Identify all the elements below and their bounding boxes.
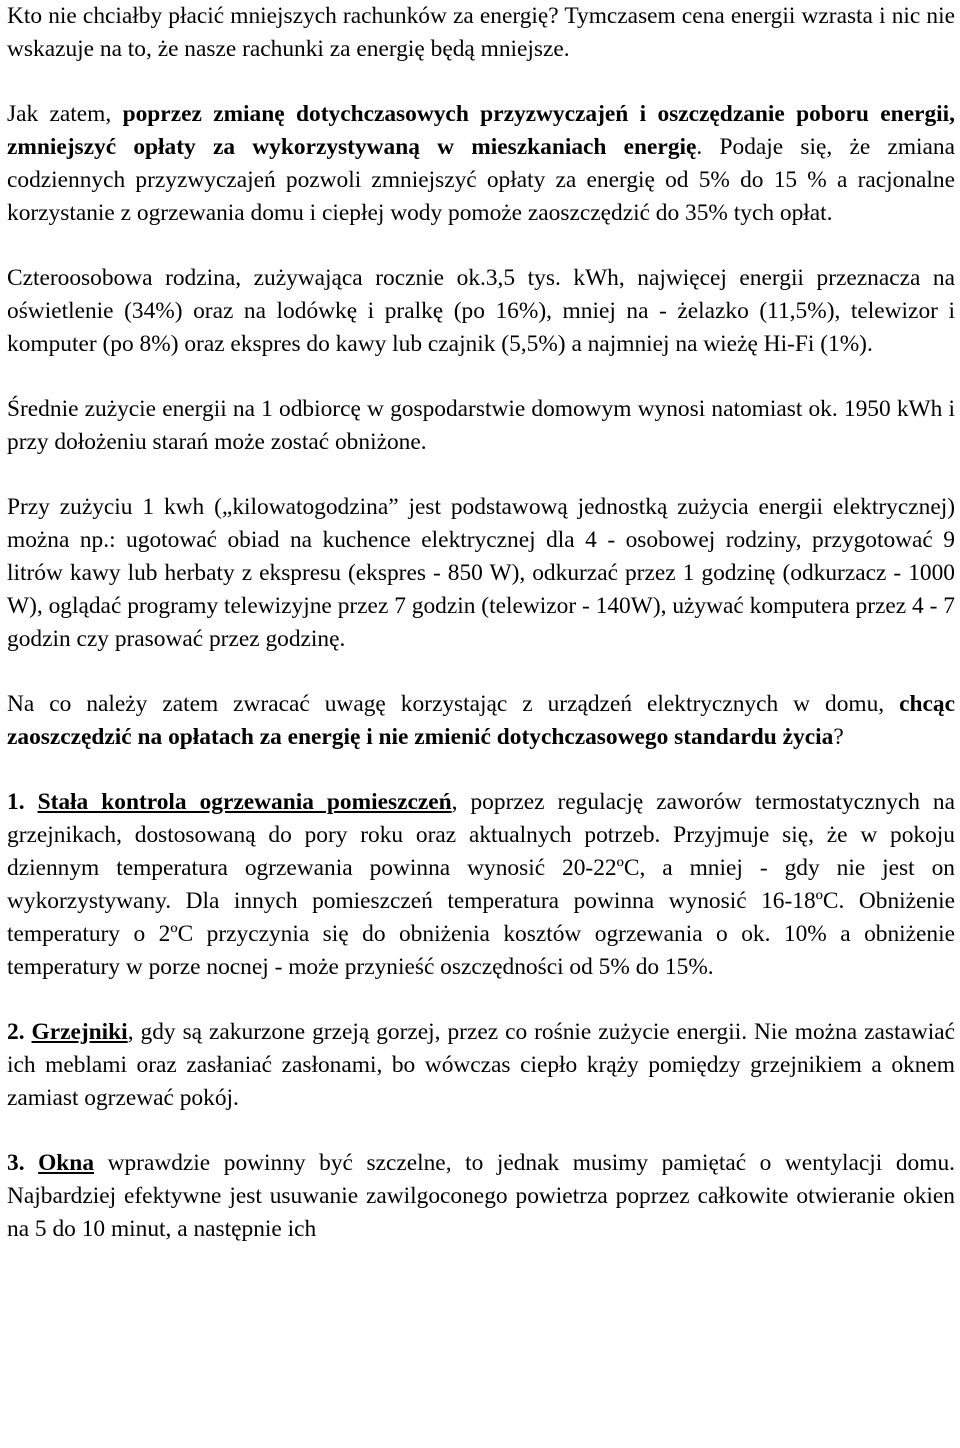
tip-text: , gdy są zakurzone grzeją gorzej, przez co rośnie zużycie energii. Nie można zastawiać ich meblami oraz zasłaniać zasłonami, bo wówczas ciepło krąży pomiędzy grzejnikiem a oknem zamiast ogrzewać pokój. bbox=[7, 1019, 955, 1111]
savings-paragraph bbox=[7, 98, 955, 230]
intro-paragraph bbox=[7, 0, 955, 66]
tip-windows bbox=[7, 1147, 955, 1246]
question-intro: Na co należy zatem zwracać uwagę korzystając z urządzeń elektrycznych w domu, bbox=[7, 691, 900, 717]
tip-title: Grzejniki bbox=[31, 1019, 128, 1045]
family-usage-text: Czteroosobowa rodzina, zużywająca rocznie ok.3,5 tys. kWh, najwięcej energii przeznacza na oświetlenie (34%) oraz na lodówkę i pralkę (po 16%), mniej na - żelazko (11,5%), telewizor i komputer (po 8%) oraz ekspres do kawy lub czajnik (5,5%) a najmniej na wieżę Hi-Fi (1%). bbox=[7, 265, 955, 357]
tip-radiators bbox=[7, 1016, 955, 1115]
tip-number: 2. bbox=[7, 1019, 25, 1045]
intro-text: Kto nie chciałby płacić mniejszych rachunków za energię? Tymczasem cena energii wzrasta i nic nie wskazuje na to, że nasze rachunki za energię będą mniejsze. bbox=[7, 3, 955, 62]
savings-intro: Jak zatem, bbox=[7, 101, 123, 127]
tip-title: Okna bbox=[38, 1150, 95, 1176]
tip-number: 1. bbox=[7, 789, 25, 815]
kwh-examples-paragraph bbox=[7, 491, 955, 656]
average-usage-paragraph bbox=[7, 393, 955, 459]
family-usage-paragraph bbox=[7, 262, 955, 361]
kwh-examples-text: Przy zużyciu 1 kwh („kilowatogodzina” jest podstawową jednostką zużycia energii elektrycznej) można np.: ugotować obiad na kuchence elektrycznej dla 4 - osobowej rodziny, przygotować 9 litrów kawy lub herbaty z ekspresu (ekspres - 850 W), odkurzać przez 1 godzinę (odkurzacz - 1000 W), oglądać programy telewizyjne przez 7 godzin (telewizor - 140W), używać komputera przez 4 - 7 godzin czy prasować przez godzinę. bbox=[7, 494, 955, 652]
question-paragraph bbox=[7, 688, 955, 754]
tip-heating-control bbox=[7, 786, 955, 984]
tip-number: 3. bbox=[7, 1150, 25, 1176]
document-page bbox=[7, 0, 955, 1246]
tip-text: wprawdzie powinny być szczelne, to jednak musimy pamiętać o wentylacji domu. Najbardziej efektywne jest usuwanie zawilgoconego powietrza poprzez całkowite otwieranie okien na 5 do 10 minut, a następnie ich bbox=[7, 1150, 955, 1242]
question-bold-phrase: chcąc zaoszczędzić na opłatach za energię i nie zmienić dotychczasowego standardu życia bbox=[7, 691, 955, 750]
tip-text: , poprzez regulację zaworów termostatycznych na grzejnikach, dostosowaną do pory roku oraz aktualnych potrzeb. Przyjmuje się, że w pokoju dziennym temperatura ogrzewania powinna wynosić 20-22ºC, a mniej - gdy nie jest on wykorzystywany. Dla innych pomieszczeń temperatura powinna wynosić 16-18ºC. Obniżenie temperatury o 2ºC przyczynia się do obniżenia kosztów ogrzewania o ok. 10% a obniżenie temperatury w porze nocnej - może przynieść oszczędności od 5% do 15%. bbox=[7, 789, 955, 980]
tip-title: Stała kontrola ogrzewania pomieszczeń bbox=[37, 789, 452, 815]
savings-bold-phrase: poprzez zmianę dotychczasowych przyzwyczajeń i oszczędzanie poboru energii, zmniejszyć opłaty za wykorzystywaną w mieszkaniach energię bbox=[7, 101, 955, 160]
savings-rest: . Podaje się, że zmiana codziennych przyzwyczajeń pozwoli zmniejszyć opłaty za energię od 5% do 15 % a racjonalne korzystanie z ogrzewania domu i ciepłej wody pomoże zaoszczędzić do 35% tych opłat. bbox=[7, 134, 955, 226]
average-usage-text: Średnie zużycie energii na 1 odbiorcę w gospodarstwie domowym wynosi natomiast ok. 1950 kWh i przy dołożeniu starań może zostać obniżone. bbox=[7, 396, 955, 455]
question-end: ? bbox=[833, 724, 844, 750]
